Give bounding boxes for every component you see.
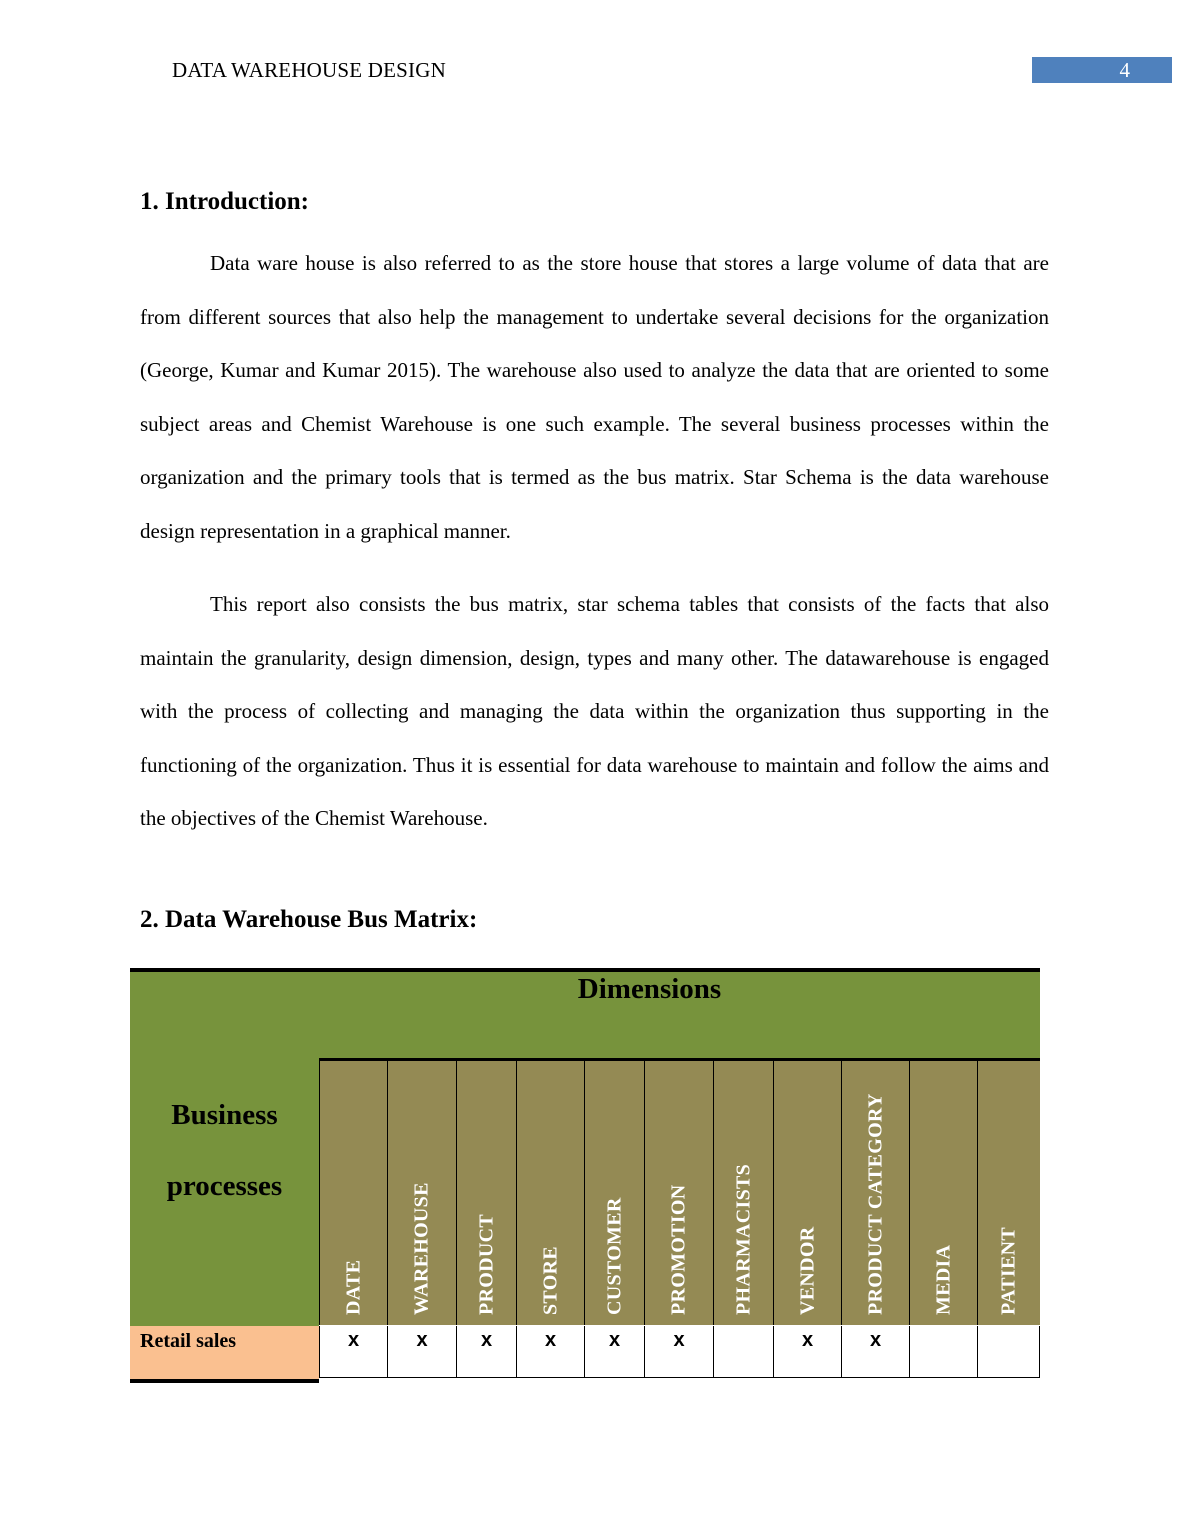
matrix-mark: x bbox=[869, 1329, 882, 1351]
intro-heading: 1. Introduction: bbox=[140, 188, 310, 215]
column-header-label: DATE bbox=[342, 1259, 364, 1315]
matrix-mark: x bbox=[416, 1329, 428, 1351]
matrix-mark: x bbox=[673, 1329, 685, 1351]
matrix-cell-warehouse bbox=[387, 1326, 456, 1378]
column-header-warehouse bbox=[387, 1061, 456, 1325]
column-header-date bbox=[319, 1061, 387, 1325]
column-header-media bbox=[909, 1061, 977, 1325]
matrix-cell-promotion bbox=[644, 1326, 713, 1378]
column-header-pharmacists bbox=[713, 1061, 773, 1325]
matrix-mark: x bbox=[480, 1329, 493, 1351]
matrix-cell-product-category bbox=[841, 1326, 909, 1378]
intro-paragraph-2: This report also consists the bus matrix, star schema tables that consists of the facts that also maintain the granularity, design dimension, design, types and many other. The datawarehouse is engaged with the process of collecting and managing the data within the organization thus supporting in the functioning of the organization. Thus it is essential for data warehouse to maintain and follow the aims and the objectives of the Chemist Warehouse. bbox=[140, 592, 1049, 831]
column-header-promotion bbox=[644, 1061, 713, 1325]
matrix-cell-pharmacists bbox=[713, 1326, 773, 1378]
column-header-patient bbox=[977, 1061, 1040, 1325]
matrix-cell-patient bbox=[977, 1326, 1040, 1378]
column-header-store bbox=[516, 1061, 584, 1325]
processes-label: processes bbox=[166, 1170, 283, 1202]
matrix-cell-product bbox=[456, 1326, 516, 1378]
matrix-mark: x bbox=[608, 1329, 621, 1351]
business-label: Business bbox=[171, 1099, 278, 1131]
column-header-label: VENDOR bbox=[796, 1226, 818, 1315]
dimensions-title: Dimensions bbox=[577, 973, 722, 1005]
matrix-cell-date bbox=[319, 1326, 387, 1378]
column-header-product-category bbox=[841, 1061, 909, 1325]
matrix-mark: x bbox=[801, 1329, 814, 1351]
column-header-product bbox=[456, 1061, 516, 1325]
matrix-mark: x bbox=[347, 1329, 360, 1351]
column-header-label: PRODUCT bbox=[475, 1214, 497, 1315]
matrix-cell-customer bbox=[584, 1326, 644, 1378]
business-processes-label bbox=[130, 1080, 319, 1222]
column-header-vendor bbox=[773, 1061, 841, 1325]
column-header-label: PROMOTION bbox=[667, 1184, 690, 1315]
intro-paragraph-1: Data ware house is also referred to as the store house that stores a large volume of data that are from different sources that also help the management to undertake several decisions for the organization (George, Kumar and Kumar 2015). The warehouse also used to analyze the data that are oriented to some subject areas and Chemist Warehouse is one such example. The several business processes within the organization and the primary tools that is termed as the bus matrix. Star Schema is the data warehouse design representation in a graphical manner. bbox=[140, 251, 1049, 543]
running-head: DATA WAREHOUSE DESIGN bbox=[172, 58, 446, 82]
column-header-customer bbox=[584, 1061, 644, 1325]
matrix-cell-vendor bbox=[773, 1326, 841, 1378]
bus-matrix-table bbox=[130, 968, 1040, 1384]
column-header-label: PRODUCT CATEGORY bbox=[864, 1093, 886, 1315]
column-header-label: WAREHOUSE bbox=[410, 1182, 433, 1315]
bus-matrix-heading: 2. Data Warehouse Bus Matrix: bbox=[140, 906, 478, 933]
page-number: 4 bbox=[1032, 57, 1172, 83]
column-header-label: CUSTOMER bbox=[603, 1197, 625, 1315]
matrix-cell-store bbox=[516, 1326, 584, 1378]
column-header-label: PATIENT bbox=[997, 1226, 1020, 1315]
column-header-label: STORE bbox=[539, 1246, 561, 1315]
matrix-mark: x bbox=[544, 1329, 557, 1351]
process-row-label: Retail sales bbox=[140, 1330, 237, 1352]
table-bottom-rule bbox=[130, 1379, 319, 1383]
matrix-cell-media bbox=[909, 1326, 977, 1378]
table-right-edge bbox=[1039, 1326, 1040, 1378]
column-header-label: MEDIA bbox=[932, 1244, 954, 1315]
column-header-label: PHARMACISTS bbox=[732, 1163, 754, 1315]
